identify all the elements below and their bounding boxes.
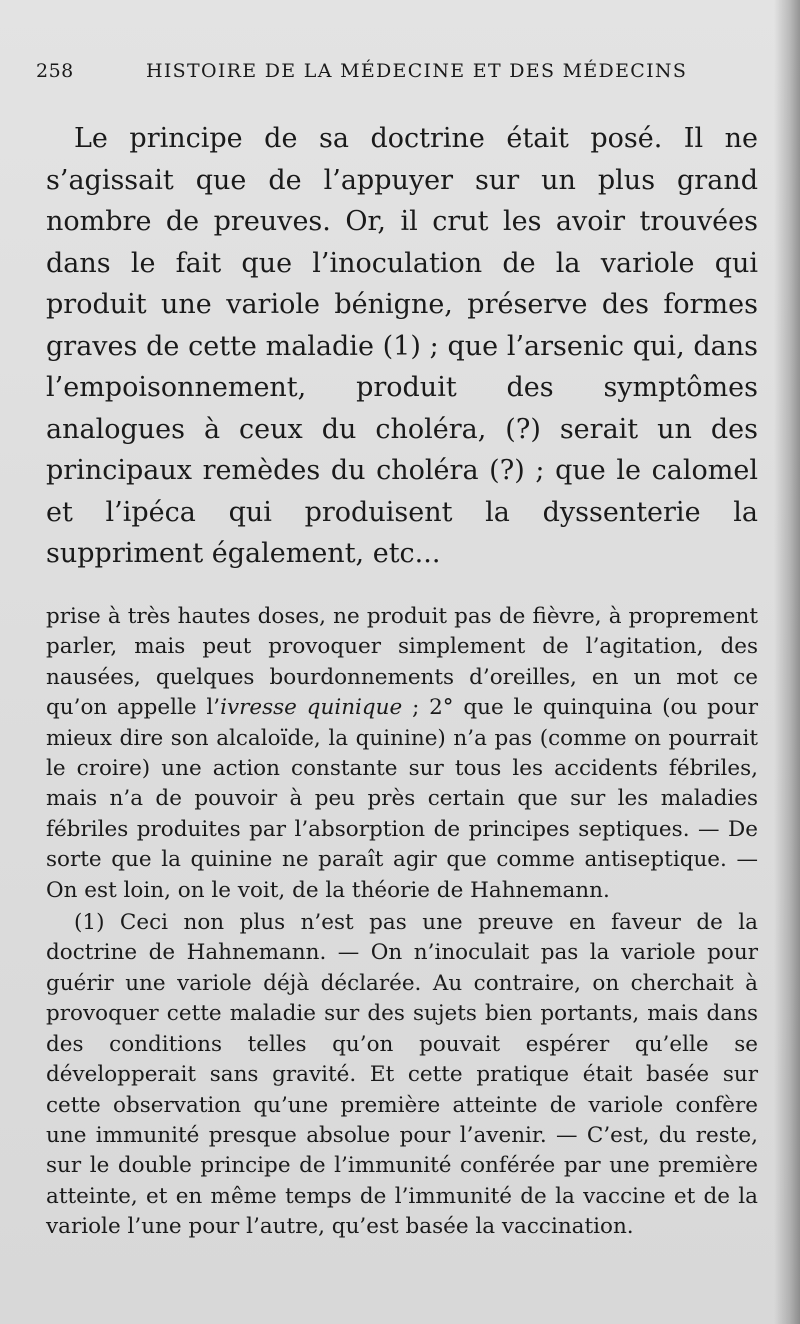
footnote-1: (1) Ceci non plus n’est pas une preuve en faveur de la doctrine de Hahnemann. — On n’inoculait pas la variole pour guérir une variole déjà déclarée. Au contraire, on cherchait à provoquer cette maladie sur des sujets bien portants, mais dans des conditions telles qu’on pouvait espérer qu’elle se développerait sans gravité. Et cette pratique était basée sur cette observation qu’une première atteinte de variole confère une immunité presque absolue pour l’avenir. — C’est, du reste, sur le double principe de l’immunité conférée par une première atteinte, et en même temps de l’immunité de la vaccine et de la variole l’une pour l’autre, qu’est basée la vaccination. <box>46 910 758 1240</box>
page-edge-shadow <box>774 0 800 1324</box>
main-body <box>46 118 758 575</box>
main-paragraph: Le principe de sa doctrine était posé. Il ne s’agissait que de l’appuyer sur un plus grand nombre de preuves. Or, il crut les avoir trouvées dans le fait que l’inoculation de la variole qui produit une variole bénigne, préserve des formes graves de cette maladie (1) ; que l’arsenic qui, dans l’empoisonnement, produit des symptômes analogues à ceux du choléra, (?) serait un des principaux remèdes du choléra (?) ; que le calomel et l’ipéca qui produisent la dyssenterie la suppriment également, etc... <box>46 123 758 569</box>
footnote-continuation-text-start: prise à très hautes doses, ne produit pas de fièvre, à proprement parler, mais peut provoquer simplement de l’agitation, des nausées, quelques bourdonnements d’oreilles, en un mot ce qu’on appelle l’ <box>46 604 758 721</box>
footnotes <box>46 602 758 1243</box>
running-head <box>36 60 756 90</box>
page-number: 258 <box>36 60 74 82</box>
footnote-continuation <box>46 602 758 906</box>
running-head-title: HISTOIRE DE LA MÉDECINE ET DES MÉDECINS <box>146 60 688 82</box>
footnote-continuation-text-end: ; 2° que le quinquina (ou pour mieux dire son alcaloïde, la quinine) n’a pas (comme on pourrait le croire) une action constante sur tous les accidents fébriles, mais n’a de pouvoir à peu près certain que sur les maladies fébriles produites par l’absorption de principes septiques. — De sorte que la quinine ne paraît agir que comme antiseptique. — On est loin, on le voit, de la théorie de Hahnemann. <box>46 695 758 903</box>
footnote-italic-term: ivresse quinique <box>220 695 403 721</box>
